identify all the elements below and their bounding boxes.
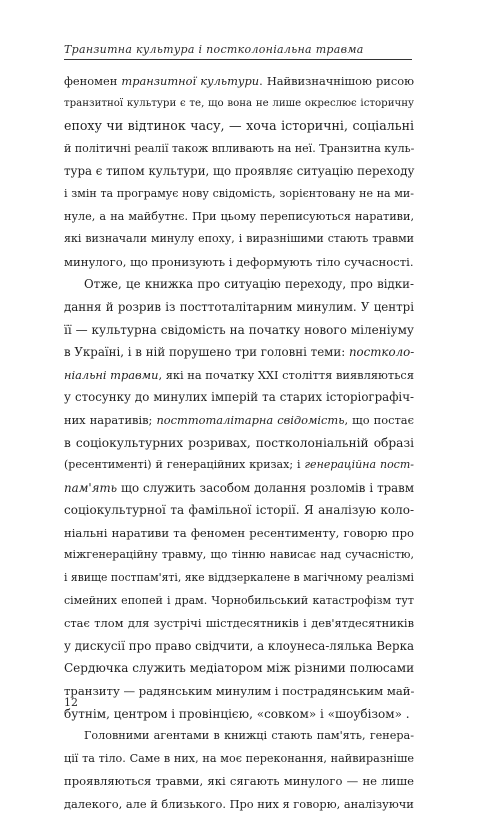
text-line	[64, 703, 414, 726]
text-line	[64, 319, 414, 342]
text-line	[64, 296, 414, 319]
text-segment: що служить засобом долання розломів і травм	[117, 480, 414, 495]
text-segment: ніальні наративи та феномен ресентименту, говорю про	[64, 525, 414, 540]
text-segment: Отже, це книжка про ситуацію переходу, про відки-	[84, 277, 414, 292]
text-line	[64, 499, 414, 522]
text-segment: (ресентименті) й генераційних кризах; і	[64, 458, 305, 472]
text-segment: транзиту — радянським минулим і пострадянським май-	[64, 684, 415, 699]
text-line	[64, 567, 414, 590]
italic-term: транзитної культури	[121, 74, 260, 88]
text-segment: епоху чи відтинок часу, — хоча історичні, соціальні	[64, 118, 414, 134]
text-line	[64, 680, 414, 703]
text-segment: у дискусії про право свідчити, а клоунеса-лялька Верка	[64, 638, 414, 653]
italic-term: ніальні травми	[64, 367, 159, 382]
text-segment: тура є типом культури, що проявляє ситуацію переходу	[64, 164, 415, 179]
text-segment: її — культурна свідомість на початку нового міленіуму	[64, 322, 414, 337]
text-segment: соціокультурної та фамільної історії. Я аналізую коло-	[64, 503, 414, 518]
text-segment: , що постає	[344, 412, 414, 427]
text-line	[64, 206, 414, 229]
text-segment: в Україні, і в ній порушено три головні теми:	[64, 345, 349, 360]
text-line	[64, 341, 414, 364]
text-line	[64, 273, 414, 296]
text-segment: бутнім, центром і провінцією, «совком» і «шоубізом» .	[64, 706, 410, 721]
text-segment: феномен	[64, 74, 122, 88]
text-line	[64, 160, 414, 183]
text-line	[64, 657, 414, 680]
italic-term: постколо-	[348, 345, 415, 360]
text-line	[64, 454, 414, 477]
text-segment: нуле, а на майбутнє. При цьому переписуються наративи,	[64, 209, 414, 223]
text-segment: транзитної культури є те, що вона не лише окреслює історичну	[64, 97, 414, 109]
italic-term: посттоталітарна свідомість	[156, 412, 345, 427]
text-segment: Головними агентами в книжці стають пам'ять, генера-	[84, 729, 414, 743]
text-line	[64, 725, 414, 748]
text-line	[64, 183, 414, 206]
text-line	[64, 138, 414, 161]
italic-term: пам'ять	[64, 480, 118, 495]
text-line	[64, 590, 414, 613]
text-segment: які визначали минулу епоху, і виразнішими стають травми	[64, 232, 414, 246]
text-line	[64, 748, 414, 771]
text-line	[64, 409, 414, 432]
text-line	[64, 364, 414, 387]
text-line	[64, 544, 414, 567]
text-line	[64, 70, 414, 93]
running-head: Транзитна культура і постколоніальна травма	[64, 43, 364, 56]
text-segment: минулого, що пронизують і деформують тіло сучасності.	[64, 254, 414, 269]
header-rule	[64, 59, 412, 60]
text-segment: і змін та програмує нову свідомість, зорієнтовану не на ми-	[64, 186, 414, 200]
text-line	[64, 228, 414, 251]
text-segment: проявляються травми, які сягають минулого — не лише	[64, 774, 414, 789]
text-line	[64, 635, 414, 658]
text-line	[64, 115, 414, 138]
text-segment: ції та тіло. Саме в них, на моє переконання, найвиразніше	[64, 751, 414, 765]
text-line	[64, 432, 414, 455]
page-number: 12	[64, 696, 78, 709]
text-segment: дання й розрив із посттоталітарним минулим. У центрі	[64, 299, 414, 314]
text-line	[64, 770, 414, 793]
text-line	[64, 386, 414, 409]
text-line	[64, 793, 414, 816]
text-line	[64, 477, 414, 500]
text-line	[64, 251, 414, 274]
text-segment: далекого, але й близького. Про них я говорю, аналізуючи	[64, 797, 414, 811]
text-segment: й політичні реалії також впливають на неї. Транзитна куль-	[64, 141, 415, 155]
text-line	[64, 612, 414, 635]
text-segment: стає тлом для зустрічі шістдесятників і дев'ятдесятників	[64, 616, 414, 631]
text-segment: і явище постпам'яті, яке віддзеркалене в магічному реалізмі	[64, 571, 414, 585]
text-line	[64, 522, 414, 545]
text-segment: в соціокультурних розривах, постколоніальній образі	[64, 435, 414, 450]
text-segment: , які на початку XXI століття виявляються	[158, 367, 415, 382]
text-segment: Сердючка служить медіатором між різними полюсами	[64, 661, 415, 676]
text-segment: . Найвизначнішою рисою	[259, 74, 415, 88]
text-segment: них наративів;	[64, 412, 157, 427]
text-line	[64, 93, 414, 116]
text-segment: міжгенераційну травму, що тінню нависає над сучасністю,	[64, 548, 414, 562]
text-segment: у стосунку до минулих імперій та старих історіографіч-	[64, 390, 414, 405]
text-segment: сімейних епопей і драм. Чорнобильський катастрофізм тут	[64, 593, 414, 607]
italic-term: генераційна пост-	[304, 458, 414, 472]
body-text	[64, 70, 414, 816]
